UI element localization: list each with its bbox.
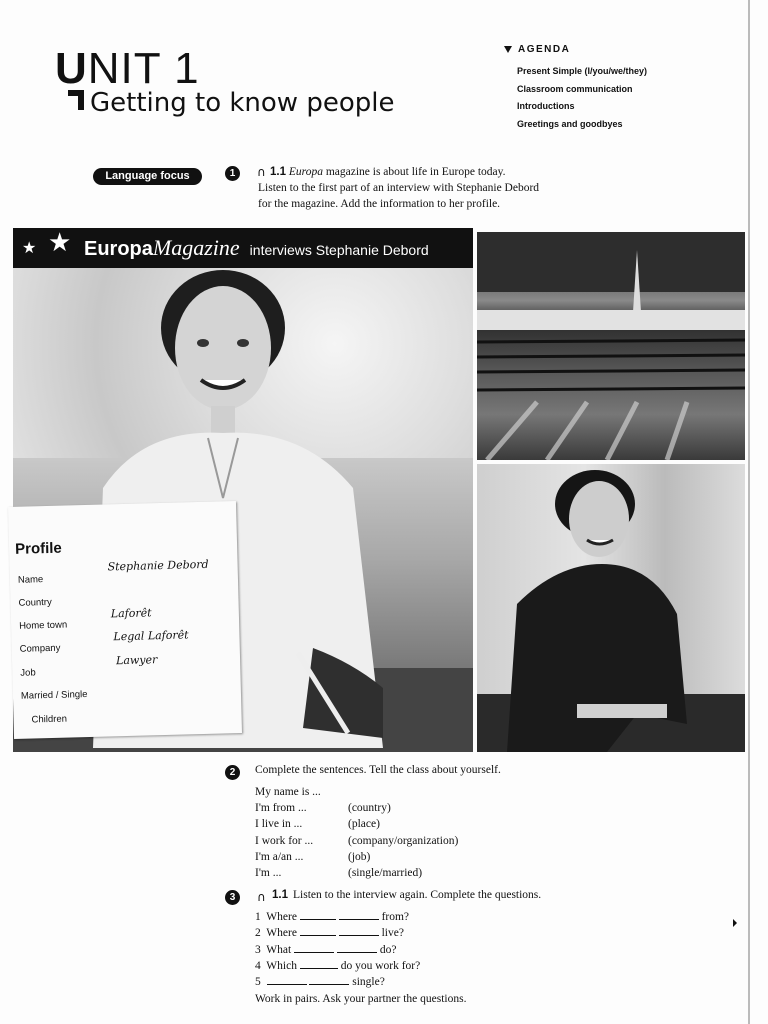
triangle-down-icon — [504, 46, 512, 53]
agenda-item: Introductions — [517, 101, 575, 111]
question-row: 4 Which do you work for? — [255, 959, 421, 972]
profile-label: Country — [18, 596, 52, 609]
language-focus-badge: Language focus — [93, 168, 202, 185]
unit-subtitle: Getting to know people — [90, 88, 395, 118]
headphones-icon: ∩ — [257, 165, 266, 179]
agenda-item: Present Simple (I/you/we/they) — [517, 66, 648, 76]
profile-label: Company — [19, 642, 61, 655]
profile-value: Stephanie Debord — [107, 557, 209, 574]
exercise3-footer: Work in pairs. Ask your partner the questions. — [255, 993, 467, 1005]
exercise-number-badge: 1 — [225, 166, 240, 181]
exercise2-instruction: Complete the sentences. Tell the class about yourself. — [255, 764, 501, 776]
sentence-row: I live in ... (place) — [255, 818, 380, 831]
exercise-number-badge: 2 — [225, 765, 240, 780]
exercise3-instruction: 1.1 Listen to the interview again. Complete the questions. — [272, 889, 542, 901]
star-icon: ★ — [48, 228, 72, 257]
exercise-number-badge: 3 — [225, 890, 240, 905]
agenda-heading: AGENDA — [504, 44, 570, 55]
question-row: 1 Where from? — [255, 911, 410, 923]
vineyard-village-photo — [477, 232, 745, 460]
question-row: 3 What do? — [255, 943, 397, 956]
agenda-item: Greetings and goodbyes — [517, 118, 623, 129]
profile-label: Job — [20, 667, 36, 679]
star-icon: ★ — [22, 240, 37, 257]
title-hook-decoration — [68, 90, 84, 110]
sentence-row: I'm from ... (country) — [255, 802, 391, 815]
profile-label: Home town — [18, 619, 68, 632]
headphones-icon: ∩ — [257, 890, 266, 904]
profile-value: Laforêt — [110, 606, 152, 621]
profile-card — [8, 501, 242, 739]
profile-title: Profile — [14, 539, 63, 558]
sentence-row: I'm a/an ... (job) — [255, 850, 371, 863]
sentence-row: My name is ... — [255, 786, 321, 798]
profile-label: Married / Single — [20, 689, 88, 702]
unit-title: UNIT 1 — [55, 44, 200, 93]
page-turn-arrow-icon — [733, 919, 737, 927]
profile-label: Name — [17, 574, 44, 586]
woman-at-desk-illustration — [487, 464, 707, 752]
profile-value: Lawyer — [115, 653, 158, 668]
exercise3-question-list — [255, 909, 420, 990]
question-row: 5 single? — [255, 976, 385, 989]
profile-value: Legal Laforêt — [113, 628, 189, 644]
sentence-row: I'm ... (single/married) — [255, 867, 423, 880]
exercise2-sentence-list — [255, 784, 458, 881]
track-number: 1.1 — [270, 166, 286, 178]
magazine-title: EuropaMagazine interviews Stephanie Debord — [84, 235, 429, 260]
profile-label: Children — [31, 713, 68, 726]
sentence-row: I work for ... (company/organization) — [255, 834, 459, 847]
agenda-list — [517, 63, 647, 133]
agenda-item: Classroom communication — [517, 83, 633, 94]
question-row: 2 Where live? — [255, 927, 404, 940]
exercise1-text: 1.1 Europa magazine is about life in Europe today. Listen to the first part of an interview with Stephanie Debord for the magazine. Add the information to her profile. — [258, 166, 540, 210]
page-edge — [748, 0, 750, 1024]
stephanie-office-photo — [477, 464, 745, 752]
